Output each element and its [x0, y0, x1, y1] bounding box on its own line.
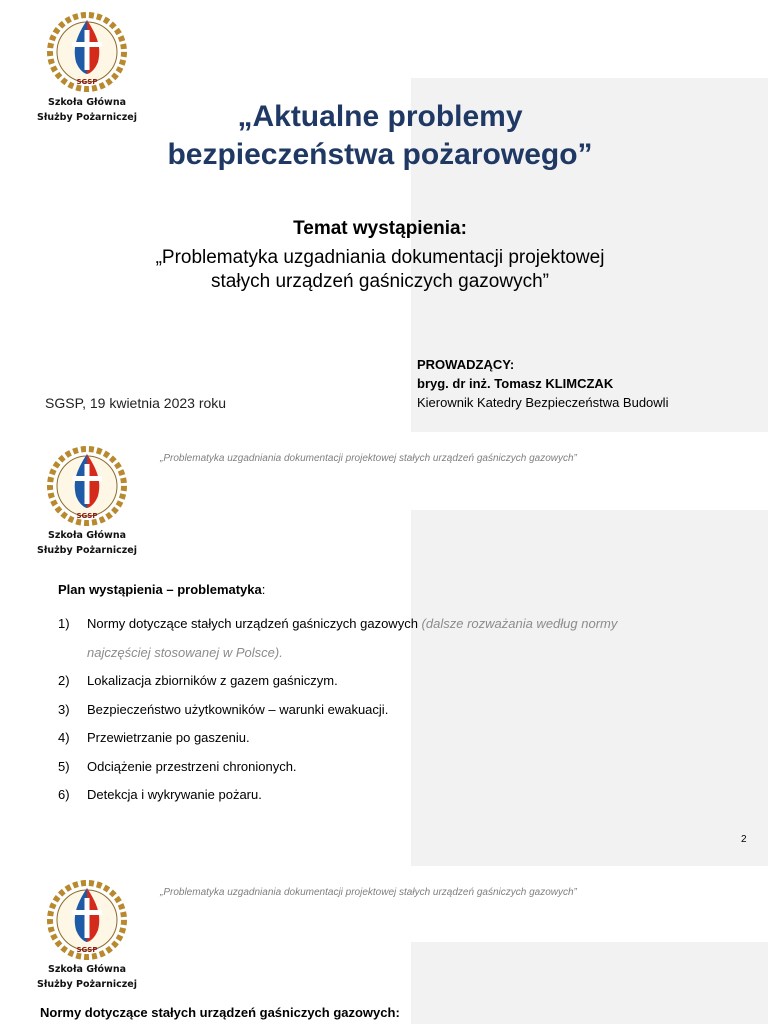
page-number: 2 — [741, 834, 747, 845]
slide-standards — [0, 866, 768, 1024]
sgsp-logo — [42, 880, 132, 960]
presenter-role: Kierownik Katedry Bezpieczeństwa Budowli — [417, 395, 669, 410]
logo-caption-line1: Szkoła Główna — [47, 530, 126, 541]
list-item-number: 4) — [58, 730, 70, 745]
list-item — [58, 639, 698, 668]
title-line1: „Aktualne problemy — [237, 100, 523, 133]
talk-topic-line2: stałych urządzeń gaśniczych gazowych” — [211, 271, 549, 292]
list-item-text: Lokalizacja zbiorników z gazem gaśniczym. — [87, 673, 338, 688]
logo-caption-line2: Służby Pożarniczej — [37, 545, 137, 556]
logo-caption — [27, 962, 147, 992]
gray-panel — [411, 942, 768, 1024]
presenter-name: bryg. dr inż. Tomasz KLIMCZAK — [417, 376, 614, 391]
logo-caption-line2: Służby Pożarniczej — [37, 112, 137, 123]
running-header: „Problematyka uzgadniania dokumentacji projektowej stałych urządzeń gaśniczych gazowych” — [160, 887, 577, 898]
list-item-text: Bezpieczeństwo użytkowników – warunki ewakuacji. — [87, 701, 389, 717]
list-item-number: 6) — [58, 787, 70, 802]
list-item-note: najczęściej stosowanej w Polsce). — [87, 644, 283, 660]
slide-title — [0, 0, 768, 432]
list-item-text: Detekcja i wykrywanie pożaru. — [87, 787, 262, 802]
logo-caption-line1: Szkoła Główna — [47, 964, 126, 975]
list-item — [58, 753, 698, 782]
list-item — [58, 696, 698, 725]
sgsp-logo — [42, 446, 132, 526]
svg-text:SGSP: SGSP — [76, 946, 98, 954]
presentation-date: SGSP, 19 kwietnia 2023 roku — [45, 395, 227, 411]
presenter-block — [417, 355, 668, 412]
title-line2: bezpieczeństwa pożarowego” — [167, 138, 593, 171]
svg-text:SGSP: SGSP — [76, 78, 98, 86]
list-item-number: 3) — [58, 701, 70, 717]
running-header: „Problematyka uzgadniania dokumentacji projektowej stałych urządzeń gaśniczych gazowych” — [160, 453, 577, 464]
plan-list — [58, 610, 698, 810]
list-item — [58, 610, 698, 639]
slide-plan — [0, 432, 768, 866]
talk-topic-line1: „Problematyka uzgadniania dokumentacji projektowej — [155, 247, 605, 268]
list-item-text: Normy dotyczące stałych urządzeń gaśniczych gazowych — [87, 616, 418, 631]
plan-heading-colon: : — [261, 582, 266, 597]
presenter-label: PROWADZĄCY: — [417, 357, 515, 372]
plan-heading — [58, 582, 265, 597]
list-item — [58, 781, 698, 810]
list-item-number: 1) — [58, 616, 70, 631]
logo-caption-line2: Służby Pożarniczej — [37, 979, 137, 990]
talk-topic-label: Temat wystąpienia: — [293, 218, 467, 239]
logo-caption — [27, 528, 147, 558]
list-item — [58, 667, 698, 696]
plan-heading-text: Plan wystąpienia – problematyka — [58, 582, 262, 597]
list-item — [58, 724, 698, 753]
logo-caption-line1: Szkoła Główna — [47, 97, 126, 108]
list-item-number: 5) — [58, 758, 70, 774]
svg-text:SGSP: SGSP — [76, 512, 98, 520]
sgsp-logo — [42, 12, 132, 92]
talk-topic — [100, 246, 660, 294]
list-item-number: 2) — [58, 673, 70, 688]
list-item-text: Odciążenie przestrzeni chronionych. — [87, 758, 297, 774]
list-item-note: (dalsze rozważania według normy — [417, 616, 618, 631]
presentation-title — [100, 98, 660, 174]
list-item-text: Przewietrzanie po gaszeniu. — [87, 730, 250, 745]
standards-heading: Normy dotyczące stałych urządzeń gaśniczych gazowych: — [40, 1005, 400, 1020]
